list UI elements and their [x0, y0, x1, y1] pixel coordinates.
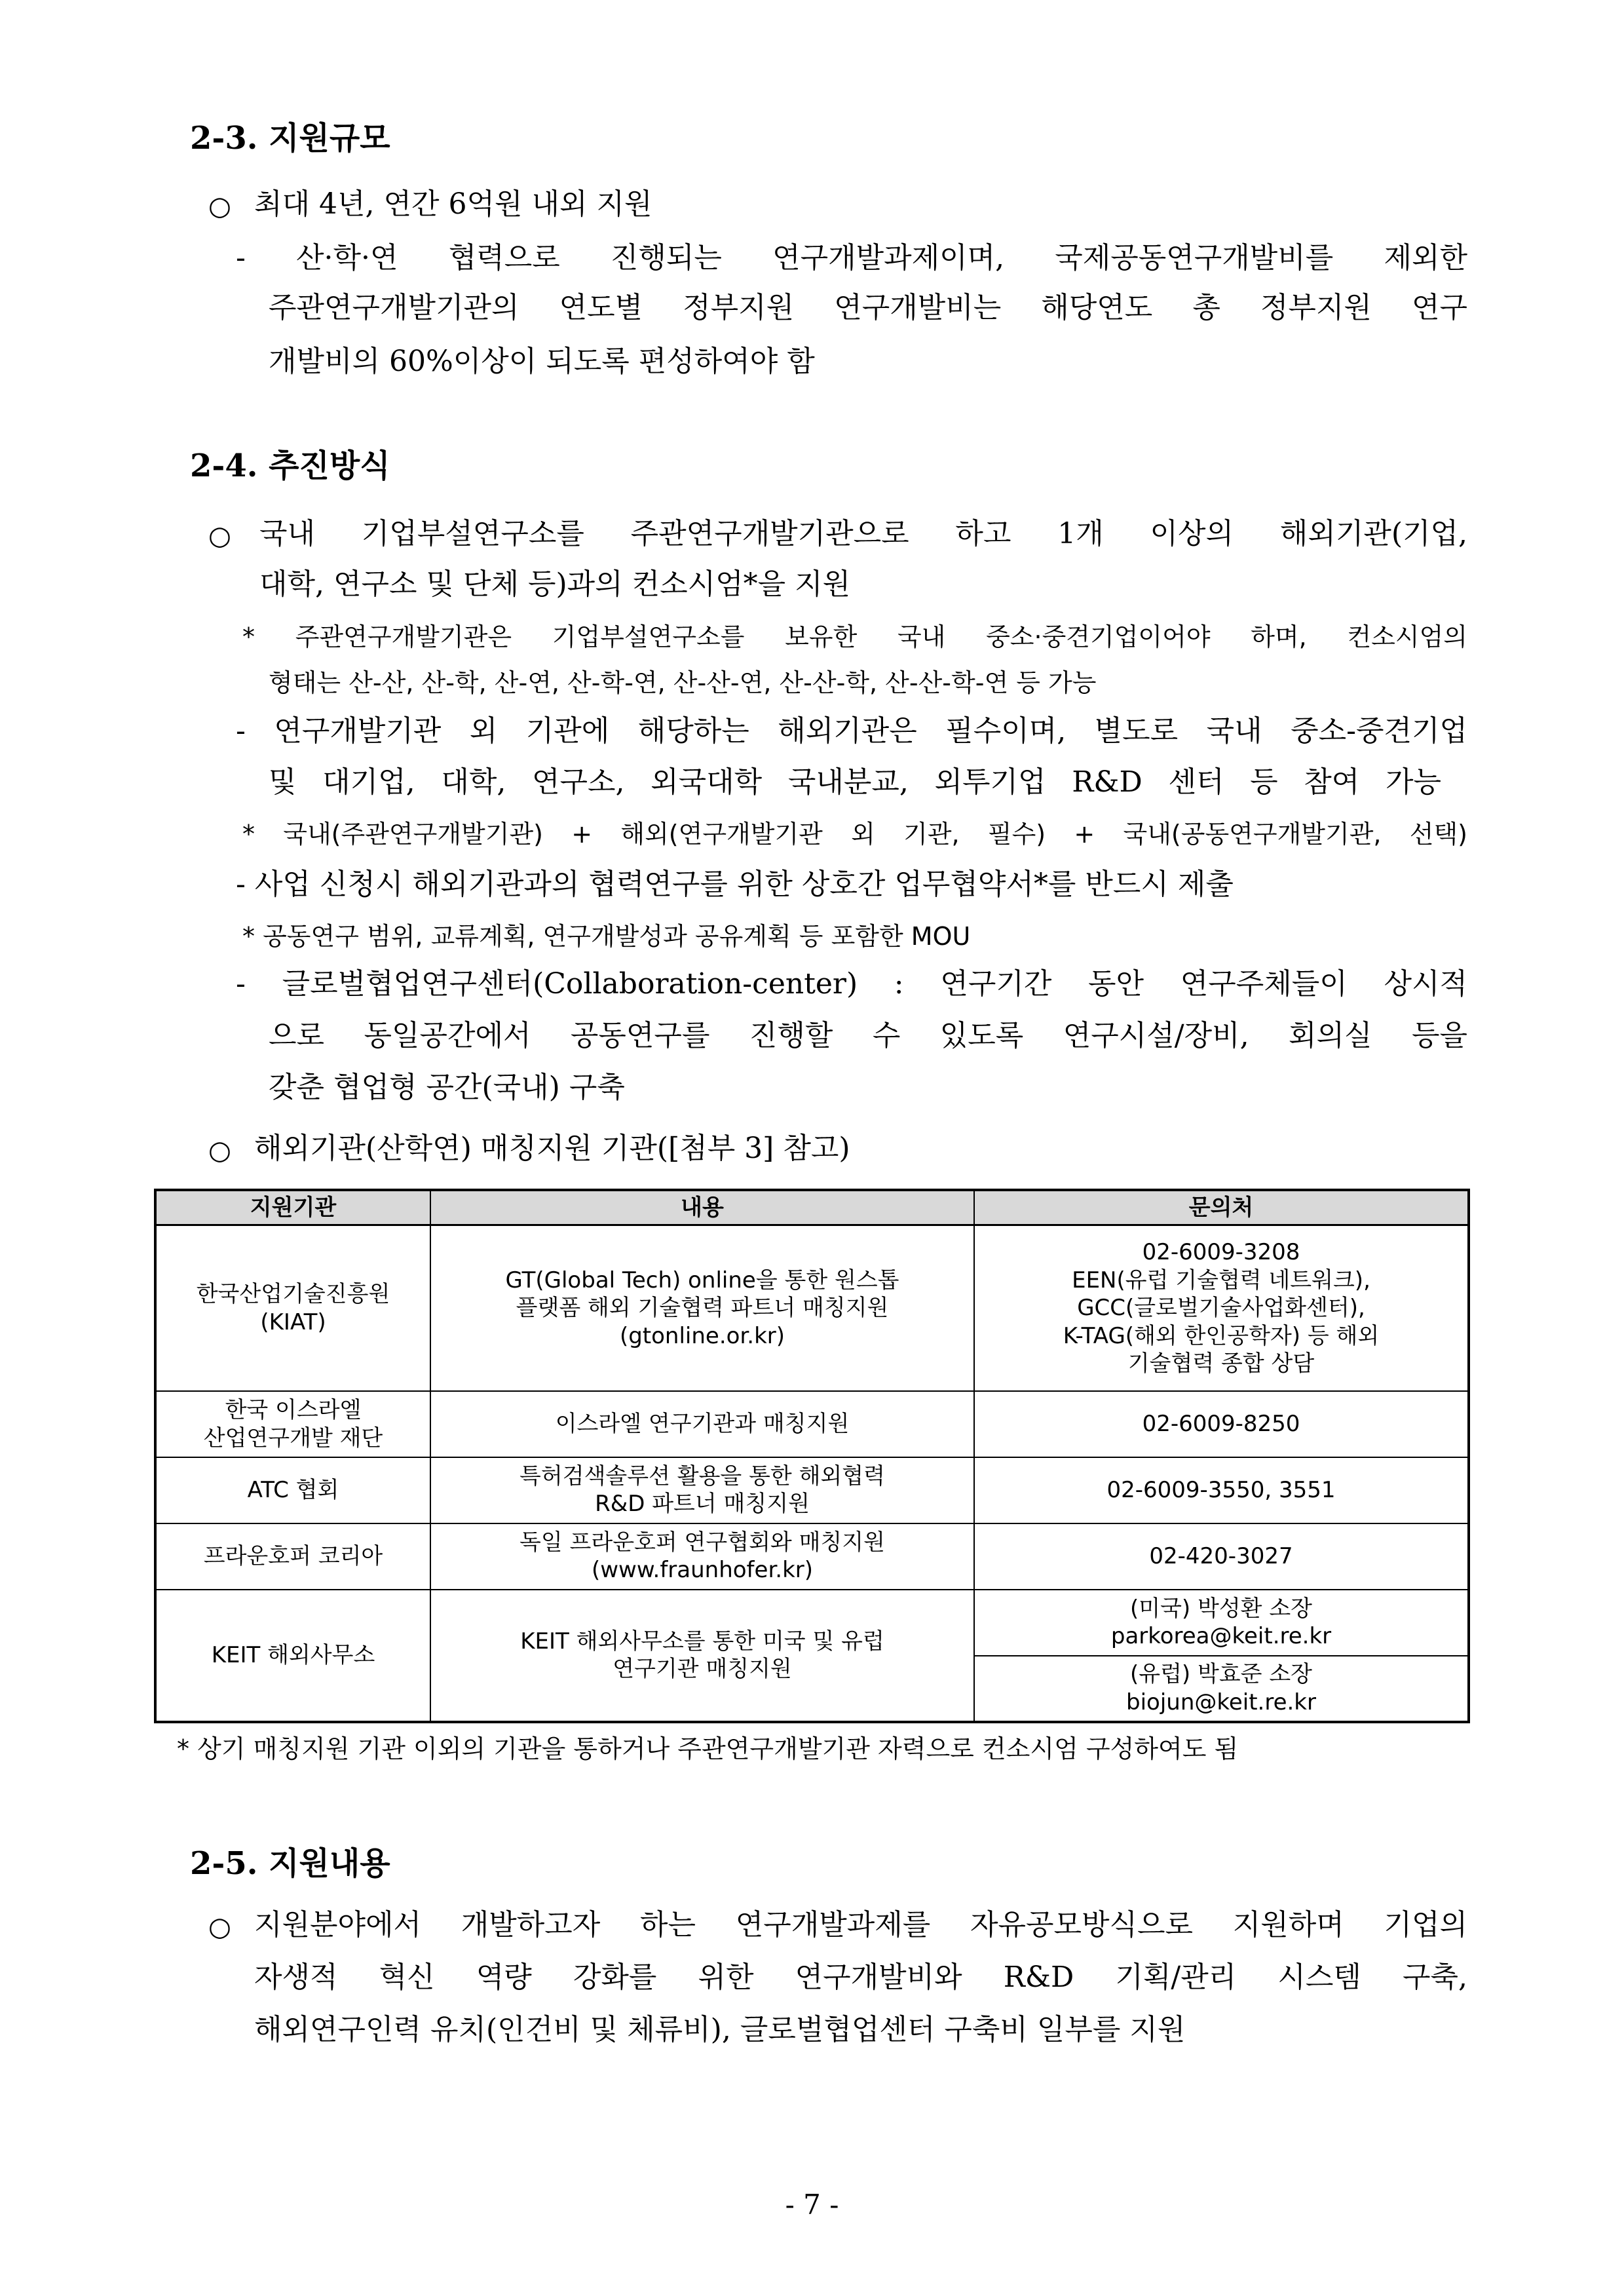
cell-text: (www.fraunhofer.kr) — [591, 1557, 814, 1584]
section-2-4-bullet-2: 해외기관(산학연) 매칭지원 기관([첨부 3] 참고) — [254, 1132, 850, 1165]
cell-text: EEN(유럽 기술협력 네트워크), — [1072, 1267, 1370, 1293]
org-cell — [155, 1225, 430, 1392]
section-2-5-bullet-1-line-2: 자생적 혁신 역량 강화를 위한 연구개발비와 R&D 기획/관리 시스템 구축, — [254, 1961, 1467, 1994]
bullet-marker: ○ — [208, 191, 231, 221]
section-2-5-bullet-1-line-3: 해외연구인력 유치(인건비 및 체류비), 글로벌협업센터 구축비 일부를 지원 — [254, 2013, 1186, 2046]
matching-support-table — [154, 1189, 1470, 1723]
cell-text: 이스라엘 연구기관과 매칭지원 — [555, 1411, 850, 1438]
table-row — [155, 1391, 1469, 1457]
contact-cell — [974, 1523, 1469, 1590]
bullet-marker: ○ — [208, 1136, 231, 1166]
section-2-3-dash-1-line-3: 개발비의 60%이상이 되도록 편성하여야 함 — [269, 345, 815, 378]
cell-text: 연구기관 매칭지원 — [613, 1656, 792, 1683]
bullet-marker: ○ — [208, 1912, 231, 1942]
contact-cell — [974, 1590, 1469, 1656]
cell-text: (KIAT) — [260, 1309, 326, 1335]
page-number: - 7 - — [785, 2189, 839, 2221]
content-cell — [430, 1590, 974, 1722]
content-cell — [430, 1523, 974, 1590]
cell-text: 02-6009-8250 — [1142, 1411, 1300, 1438]
column-header: 문의처 — [974, 1190, 1469, 1225]
cell-text: (미국) 박성환 소장 — [1129, 1595, 1313, 1622]
section-2-4-note-2: * 국내(주관연구개발기관) + 해외(연구개발기관 외 기관, 필수) + 국내(공동연구개발기관, 선택) — [242, 820, 1467, 849]
cell-text: (유럽) 박효준 소장 — [1129, 1661, 1313, 1688]
cell-text: ATC 협회 — [247, 1477, 339, 1504]
cell-text: GCC(글로벌기술사업화센터), — [1077, 1295, 1365, 1322]
org-cell — [155, 1457, 430, 1523]
bullet-marker: ○ — [208, 521, 231, 551]
cell-text: parkorea@keit.re.kr — [1110, 1623, 1332, 1650]
section-2-4-bullet-1-line-2: 대학, 연구소 및 단체 등)과의 컨소시엄*을 지원 — [259, 567, 851, 601]
section-2-4-dash-1-line-2: 및 대기업, 대학, 연구소, 외국대학 국내분교, 외투기업 R&D 센터 등 참여 가능 — [269, 765, 1441, 799]
table-row — [155, 1590, 1469, 1656]
cell-text: 02-6009-3208 — [1142, 1239, 1300, 1266]
section-2-4-note-1-line-2: 형태는 산-산, 산-학, 산-연, 산-학-연, 산-산-연, 산-산-학, 산-산-학-연 등 가능 — [269, 668, 1097, 697]
section-2-4-dash-3-line-3: 갖춘 협업형 공간(국내) 구축 — [269, 1071, 625, 1104]
cell-text: 산업연구개발 재단 — [203, 1425, 383, 1451]
cell-text: biojun@keit.re.kr — [1126, 1689, 1316, 1715]
section-2-4-dash-3-line-1: - 글로벌협업연구센터(Collaboration-center) : 연구기간 동안 연구주체들이 상시적 — [236, 967, 1467, 1001]
section-2-3-heading: 2-3. 지원규모 — [190, 120, 390, 157]
table-row — [155, 1225, 1469, 1392]
cell-text: 기술협력 종합 상담 — [1127, 1350, 1315, 1377]
org-cell — [155, 1590, 430, 1722]
column-header: 지원기관 — [155, 1190, 430, 1225]
cell-text: GT(Global Tech) online을 통한 원스톱 — [505, 1267, 899, 1293]
cell-text: (gtonline.or.kr) — [619, 1322, 785, 1349]
table-row — [155, 1457, 1469, 1523]
cell-text: 프라운호퍼 코리아 — [203, 1543, 383, 1570]
section-2-3-dash-1-line-1: - 산·학·연 협력으로 진행되는 연구개발과제이며, 국제공동연구개발비를 제외한 — [236, 241, 1467, 275]
contact-cell — [974, 1225, 1469, 1392]
cell-text: KEIT 해외사무소를 통한 미국 및 유럽 — [520, 1628, 884, 1655]
cell-text: 02-6009-3550, 3551 — [1106, 1477, 1336, 1504]
cell-text: 02-420-3027 — [1149, 1543, 1293, 1570]
org-cell — [155, 1523, 430, 1590]
table-footnote: * 상기 매칭지원 기관 이외의 기관을 통하거나 주관연구개발기관 자력으로 컨소시엄 구성하여도 됨 — [177, 1734, 1239, 1763]
cell-text: 한국산업기술진흥원 — [196, 1281, 390, 1307]
content-cell — [430, 1225, 974, 1392]
contact-cell — [974, 1656, 1469, 1722]
cell-text: 독일 프라운호퍼 연구협회와 매칭지원 — [519, 1529, 885, 1556]
section-2-4-heading: 2-4. 추진방식 — [190, 448, 390, 484]
section-2-4-dash-1-line-1: - 연구개발기관 외 기관에 해당하는 해외기관은 필수이며, 별도로 국내 중소-중견기업 — [236, 714, 1467, 748]
cell-text: K-TAG(해외 한인공학자) 등 해외 — [1063, 1322, 1380, 1349]
cell-text: 플랫폼 해외 기술협력 파트너 매칭지원 — [516, 1295, 889, 1322]
table-row — [155, 1523, 1469, 1590]
column-header: 내용 — [430, 1190, 974, 1225]
cell-text: 특허검색솔루션 활용을 통한 해외협력 — [519, 1463, 885, 1489]
cell-text: KEIT 해외사무소 — [211, 1642, 375, 1669]
section-2-5-heading: 2-5. 지원내용 — [190, 1845, 390, 1882]
content-cell — [430, 1391, 974, 1457]
section-2-5-bullet-1-line-1: 지원분야에서 개발하고자 하는 연구개발과제를 자유공모방식으로 지원하며 기업의 — [254, 1908, 1467, 1942]
section-2-4-dash-3-line-2: 으로 동일공간에서 공동연구를 진행할 수 있도록 연구시설/장비, 회의실 등을 — [269, 1019, 1467, 1052]
section-2-4-dash-2: - 사업 신청시 해외기관과의 협력연구를 위한 상호간 업무협약서*를 반드시 제출 — [236, 868, 1234, 901]
content-cell — [430, 1457, 974, 1523]
cell-text: 한국 이스라엘 — [225, 1397, 362, 1423]
table-header-row — [155, 1190, 1469, 1225]
section-2-3-dash-1-line-2: 주관연구개발기관의 연도별 정부지원 연구개발비는 해당연도 총 정부지원 연구 — [269, 291, 1467, 324]
org-cell — [155, 1391, 430, 1457]
contact-cell — [974, 1457, 1469, 1523]
section-2-4-note-3: * 공동연구 범위, 교류계획, 연구개발성과 공유계획 등 포함한 MOU — [242, 922, 971, 951]
section-2-3-bullet-1: 최대 4년, 연간 6억원 내외 지원 — [254, 187, 652, 221]
section-2-4-note-1-line-1: * 주관연구개발기관은 기업부설연구소를 보유한 국내 중소·중견기업이어야 하며, 컨소시엄의 — [242, 622, 1467, 651]
contact-cell — [974, 1391, 1469, 1457]
section-2-4-bullet-1-line-1: 국내 기업부설연구소를 주관연구개발기관으로 하고 1개 이상의 해외기관(기업, — [259, 517, 1467, 550]
cell-text: R&D 파트너 매칭지원 — [595, 1491, 810, 1518]
